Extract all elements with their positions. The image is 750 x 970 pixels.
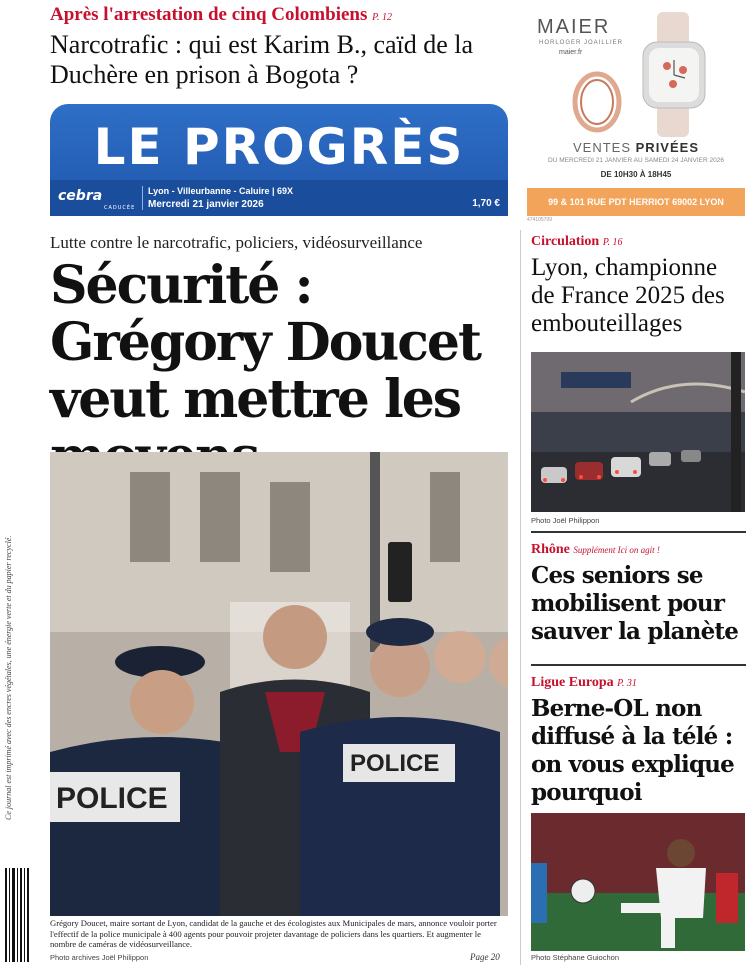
page-reference[interactable]: Page 20	[470, 952, 500, 962]
edition-label: Lyon - Villeurbanne - Caluire | 69X	[148, 186, 294, 196]
ad-subtitle: HORLOGER JOAILLIER	[539, 40, 624, 46]
football-photo-credit: Photo Stéphane Guiochon	[531, 953, 619, 962]
bracelet-image	[567, 66, 627, 136]
police-label-left: POLICE	[56, 782, 168, 815]
ad-brand: MAIER	[537, 16, 611, 38]
watch-image	[619, 12, 739, 137]
ad-hours: DE 10H30 À 18H45	[600, 170, 672, 179]
sidebar-rule	[531, 531, 746, 533]
football-image	[531, 813, 745, 951]
newspaper-logo: LE PROGRÈS	[93, 118, 465, 176]
ad-address: 99 & 101 RUE PDT HERRIOT 69002 LYON	[527, 188, 745, 216]
top-teaser-title[interactable]: Narcotrafic : qui est Karim B., caïd de la Duchère en prison à Bogota ?	[50, 30, 474, 89]
traffic-photo[interactable]	[531, 352, 745, 512]
top-teaser-kicker[interactable]: Après l'arrestation de cinq Colombiens P. 12	[50, 4, 392, 25]
main-kicker: Lutte contre le narcotrafic, policiers, vidéosurveillance	[50, 233, 423, 252]
sidebar-kicker-rhone[interactable]: Rhône Supplément Ici on agit !	[531, 542, 660, 557]
masthead	[50, 104, 508, 216]
advertisement[interactable]	[527, 4, 745, 216]
masthead-divider	[142, 186, 143, 210]
ad-sales: VENTES PRIVÉES	[573, 140, 699, 155]
football-photo[interactable]	[531, 813, 745, 951]
photo-credit: Photo archives Joël Philippon	[50, 953, 149, 962]
sidebar-kicker-ligue[interactable]: Ligue Europa P. 31	[531, 675, 637, 690]
main-photo[interactable]	[50, 452, 508, 916]
photo-caption: Grégory Doucet, maire sortant de Lyon, candidat de la gauche et des écologistes aux Municipales de mars, annonce vouloir porter l'effectif de la police municipale à 400 agents pour pouvoir projeter davantage de policiers dans les quartiers. Et augmenter le nombre de caméras de vidéosurveillance.	[50, 918, 497, 949]
police-scene-image	[50, 452, 508, 916]
ad-url: maier.fr	[559, 49, 583, 56]
sidebar-kicker-circulation[interactable]: Circulation P. 16	[531, 234, 623, 249]
top-teaser-page: P. 12	[372, 12, 392, 23]
legal-notice: Ce journal est imprimé avec des encres végétales, une énergie verte et du papier recyclé.	[4, 535, 13, 820]
traffic-image	[531, 352, 745, 512]
sidebar-title-circulation[interactable]: Lyon, championne de France 2025 des embouteillages	[531, 254, 725, 337]
issue-price: 1,70 €	[472, 198, 500, 209]
main-headline[interactable]: Sécurité : Grégory Doucet veut mettre les	[50, 255, 480, 430]
ad-dates: DU MERCREDI 21 JANVIER AU SAMEDI 24 JANVIER 2026	[548, 157, 724, 164]
masthead-band	[50, 180, 508, 216]
partner-logo: cebra CADUCÉE	[58, 188, 136, 211]
sidebar-title-rhone[interactable]: Ces seniors se mobilisent pour sauver la planète	[531, 562, 739, 645]
ad-code: 474105709	[527, 217, 553, 223]
police-label-right: POLICE	[350, 750, 440, 777]
sidebar-divider	[520, 230, 521, 965]
issue-date: Mercredi 21 janvier 2026	[148, 199, 264, 210]
sidebar-rule	[531, 664, 746, 666]
sidebar-title-ligue[interactable]: Berne-OL non diffusé à la télé : on vous explique pourquoi	[531, 695, 734, 806]
barcode	[3, 866, 31, 964]
traffic-photo-credit: Photo Joël Philippon	[531, 516, 600, 525]
